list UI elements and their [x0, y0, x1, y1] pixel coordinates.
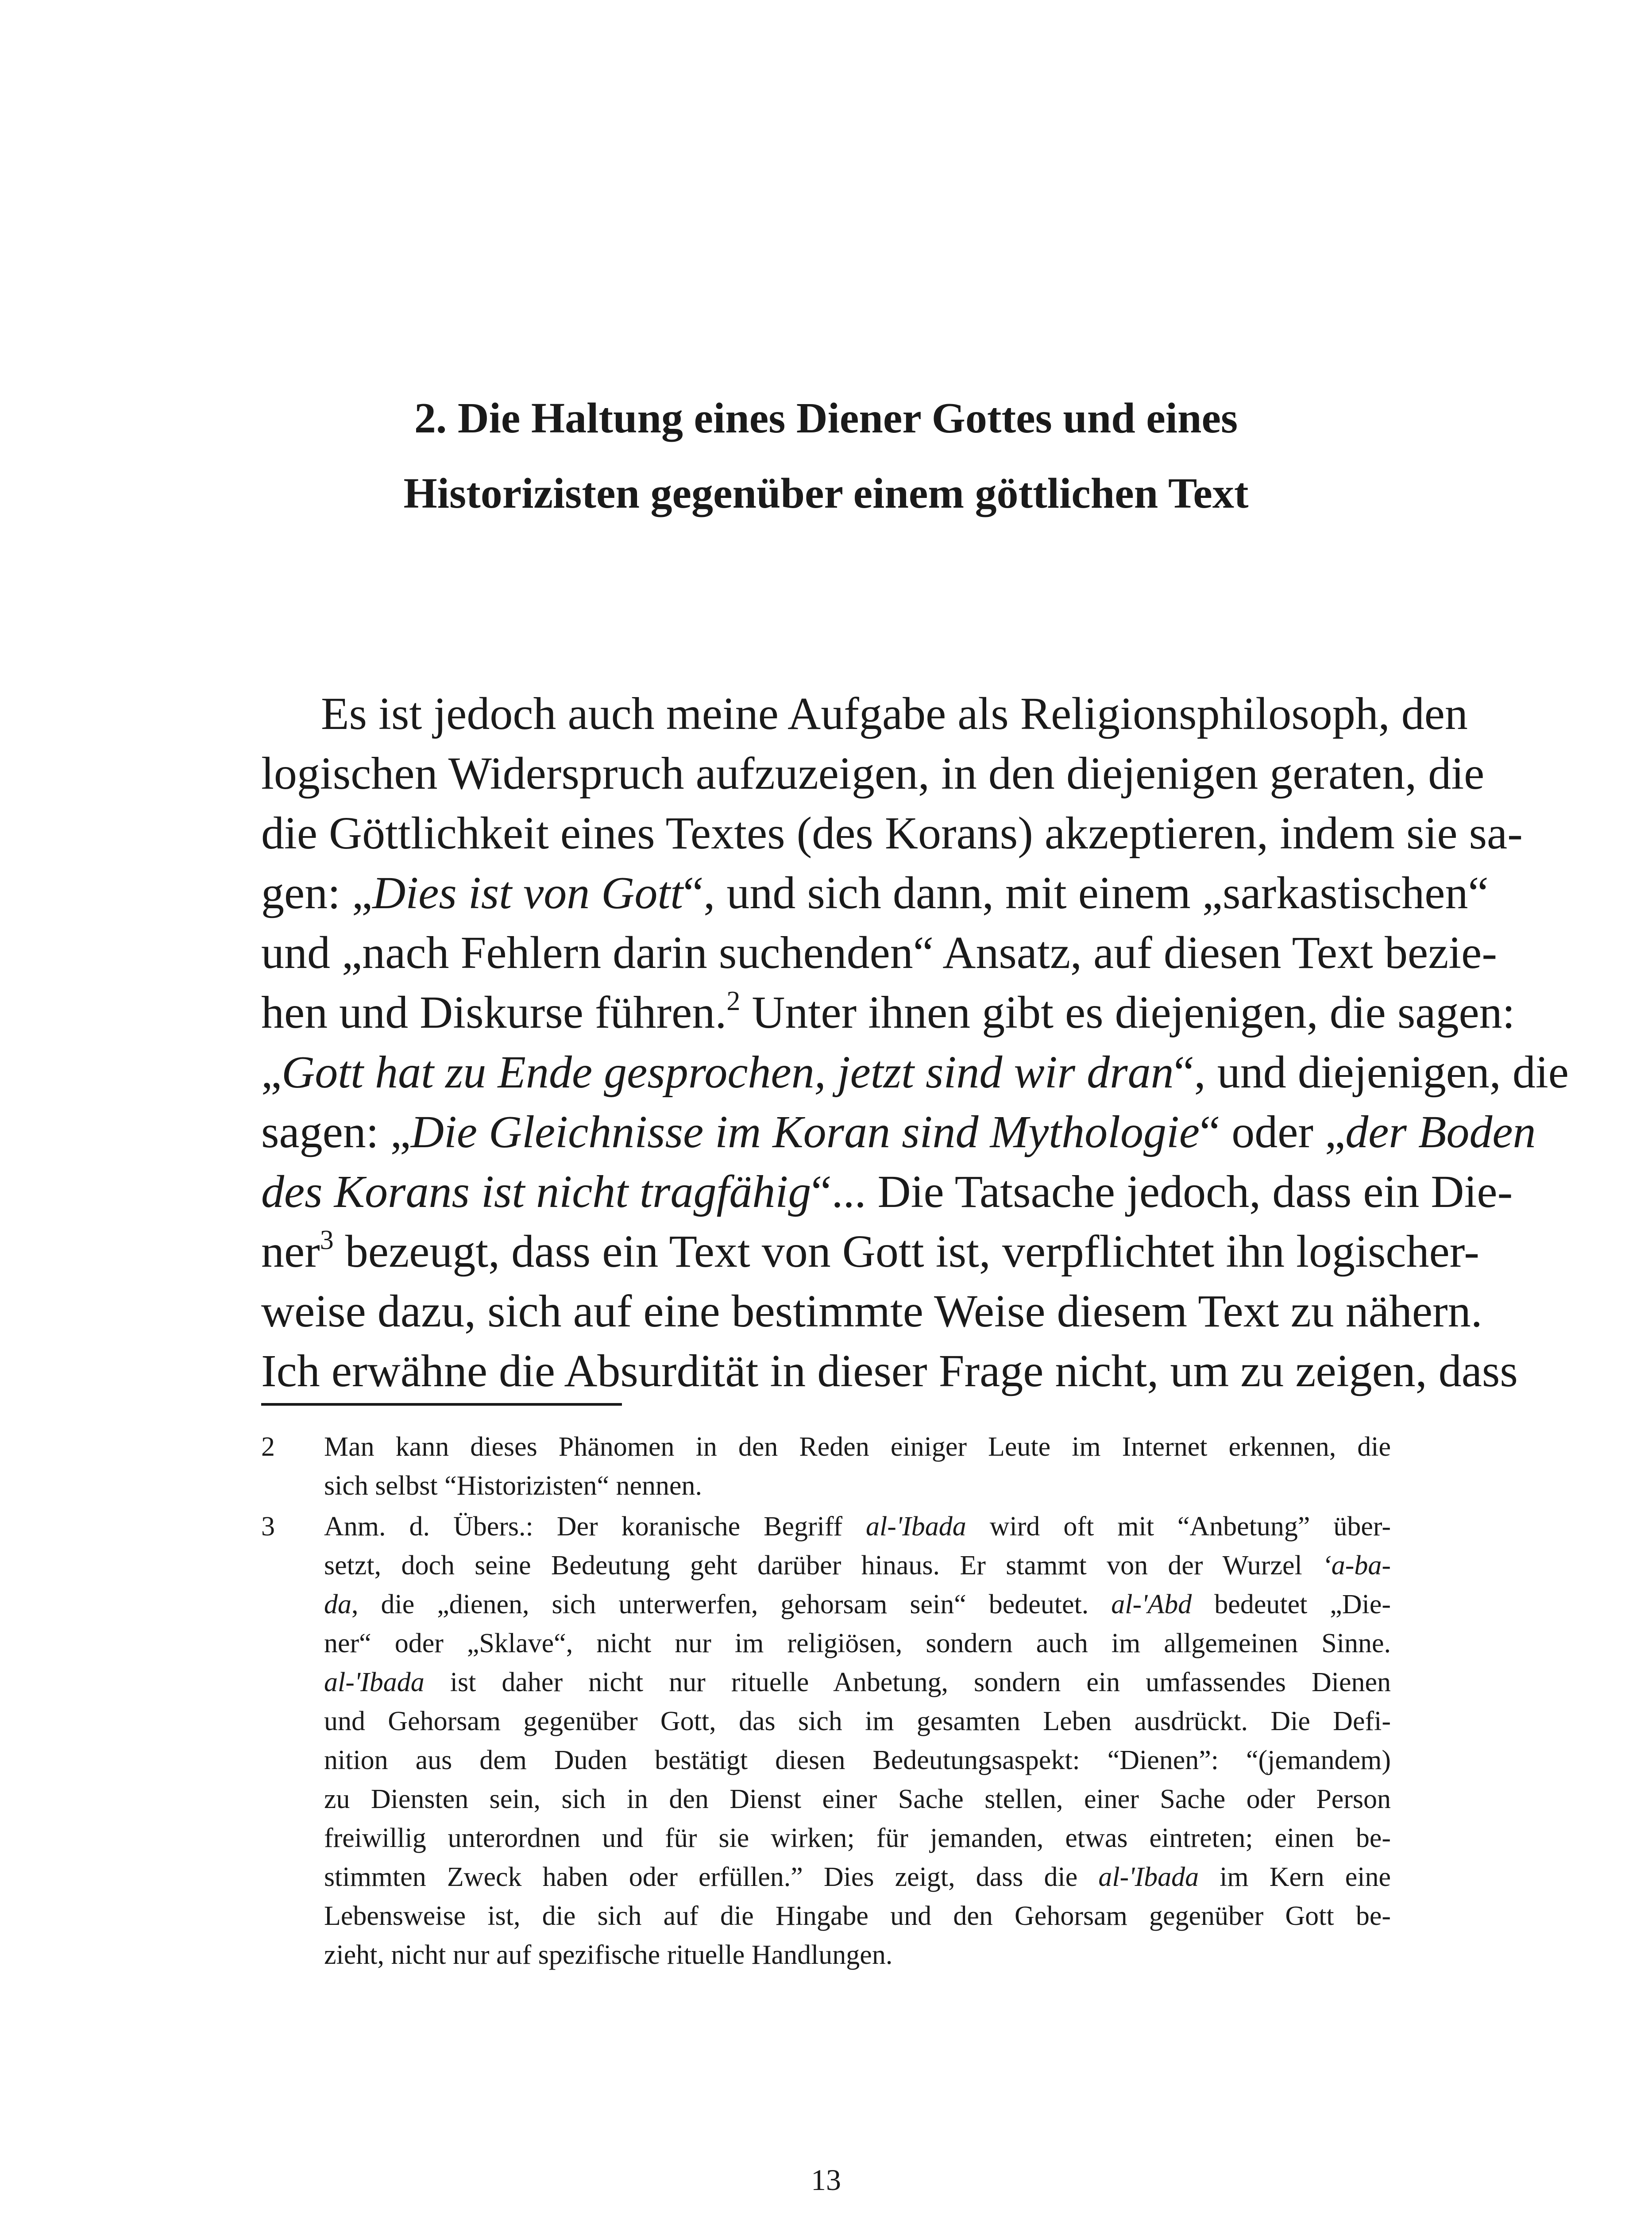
body-text-run: hen und Diskurse führen.	[261, 987, 727, 1038]
chapter-heading-line-2: Historizisten gegenüber einem göttlichen Text	[403, 470, 1249, 517]
body-text-run: “... Die Tatsache jedoch, dass ein Die-	[811, 1166, 1513, 1217]
footnote-ref-2[interactable]: 2	[726, 986, 741, 1016]
footnote-line: nition aus dem Duden bestätigt diesen Bedeutungsaspekt: “Dienen”: “(jemandem)	[324, 1745, 1391, 1775]
footnote-line	[324, 1663, 1391, 1702]
footnote-text-run: stimmten Zweck haben oder erfüllen.” Dies zeigt, dass die	[324, 1862, 1099, 1892]
footnote-text-run: bedeutet „Die-	[1192, 1589, 1391, 1619]
body-line: die Göttlichkeit eines Textes (des Korans) akzeptieren, indem sie sa-	[261, 808, 1523, 859]
body-text-run: “, und diejenigen, die	[1173, 1047, 1569, 1098]
chapter-heading	[261, 381, 1391, 531]
footnote-ref-3[interactable]: 3	[320, 1225, 334, 1255]
body-text-run: sagen: „	[261, 1106, 411, 1157]
italic-term: ‘a-ba-	[1322, 1550, 1391, 1581]
chapter-heading-line-1: 2. Die Haltung eines Diener Gottes und eines	[414, 394, 1238, 442]
italic-term: al-'Ibada	[324, 1667, 425, 1697]
body-line: weise dazu, sich auf eine bestimmte Weise diesem Text zu nähern.	[261, 1286, 1482, 1337]
body-text-run: ner	[261, 1226, 320, 1277]
italic-term: al-'Ibada	[866, 1511, 966, 1542]
footnote-number: 3	[261, 1511, 275, 1542]
body-paragraph	[261, 684, 1569, 1401]
body-text-run: “ oder „	[1200, 1106, 1346, 1157]
body-text-run: „	[261, 1047, 282, 1098]
footnote-line	[324, 1858, 1391, 1897]
footnote-line: Man kann dieses Phänomen in den Reden einiger Leute im Internet erkennen, die	[324, 1432, 1391, 1462]
body-line	[261, 983, 1515, 1042]
body-line	[261, 1042, 1569, 1102]
italic-quote: Gott hat zu Ende gesprochen, jetzt sind wir dran	[282, 1047, 1174, 1098]
body-line	[261, 1222, 1479, 1281]
footnote-line	[324, 1585, 1391, 1624]
footnote-3	[261, 1507, 1391, 1974]
body-line: logischen Widerspruch aufzuzeigen, in den diejenigen geraten, die	[261, 748, 1485, 799]
italic-quote: der Boden	[1345, 1106, 1536, 1157]
italic-quote: des Korans ist nicht tragfähig	[261, 1166, 811, 1217]
footnote-divider	[261, 1403, 622, 1406]
italic-term: al-'Abd	[1111, 1589, 1192, 1619]
footnote-line: freiwillig unterordnen und für sie wirken; für jemanden, etwas eintreten; einen be-	[324, 1823, 1391, 1853]
footnote-number: 2	[261, 1432, 275, 1462]
footnote-line: sich selbst “Historizisten“ nennen.	[324, 1471, 702, 1501]
italic-term: al-'Ibada	[1098, 1862, 1199, 1892]
footnote-text-run: setzt, doch seine Bedeutung geht darüber hinaus. Er stammt von der Wurzel	[324, 1550, 1323, 1581]
body-line: Ich erwähne die Absurdität in dieser Frage nicht, um zu zeigen, dass	[261, 1346, 1518, 1396]
footnote-line: zu Diensten sein, sich in den Dienst einer Sache stellen, einer Sache oder Person	[324, 1784, 1391, 1814]
body-line: und „nach Fehlern darin suchenden“ Ansatz, auf diesen Text bezie-	[261, 927, 1497, 978]
footnote-line: zieht, nicht nur auf spezifische rituelle Handlungen.	[324, 1940, 893, 1970]
footnote-text-run: im Kern eine	[1199, 1862, 1391, 1892]
body-text-run: “, und sich dann, mit einem „sarkastischen“	[683, 867, 1489, 918]
footnote-line: Lebensweise ist, die sich auf die Hingabe und den Gehorsam gegenüber Gott be-	[324, 1901, 1391, 1931]
footnote-line: und Gehorsam gegenüber Gott, das sich im gesamten Leben ausdrückt. Die Defi-	[324, 1706, 1391, 1736]
footnote-2	[261, 1427, 1391, 1505]
footnote-line	[324, 1546, 1391, 1585]
page-number: 13	[811, 2163, 841, 2197]
italic-term: da	[324, 1589, 351, 1619]
footnote-line	[324, 1507, 1391, 1546]
footnote-text-run: wird oft mit “Anbetung” über-	[966, 1511, 1391, 1542]
body-line: Es ist jedoch auch meine Aufgabe als Religionsphilosoph, den	[321, 688, 1468, 739]
italic-quote: Dies ist von Gott	[372, 867, 683, 918]
body-text-run: gen: „	[261, 867, 373, 918]
body-text-run: bezeugt, dass ein Text von Gott ist, verpflichtet ihn logischer-	[333, 1226, 1479, 1277]
body-line	[261, 1162, 1513, 1222]
body-text-run: Unter ihnen gibt es diejenigen, die sagen:	[740, 987, 1515, 1038]
footnote-text-run: , die „dienen, sich unterwerfen, gehorsam sein“ bedeutet.	[351, 1589, 1112, 1619]
italic-quote: Die Gleichnisse im Koran sind Mythologie	[410, 1106, 1200, 1157]
body-line	[261, 863, 1489, 923]
footnote-line: ner“ oder „Sklave“, nicht nur im religiösen, sondern auch im allgemeinen Sinne.	[324, 1628, 1391, 1658]
footnote-text-run: ist daher nicht nur rituelle Anbetung, sondern ein umfassendes Dienen	[424, 1667, 1391, 1697]
footnotes	[261, 1427, 1391, 1976]
body-line	[261, 1102, 1536, 1162]
footnote-text-run: Anm. d. Übers.: Der koranische Begriff	[324, 1511, 866, 1542]
